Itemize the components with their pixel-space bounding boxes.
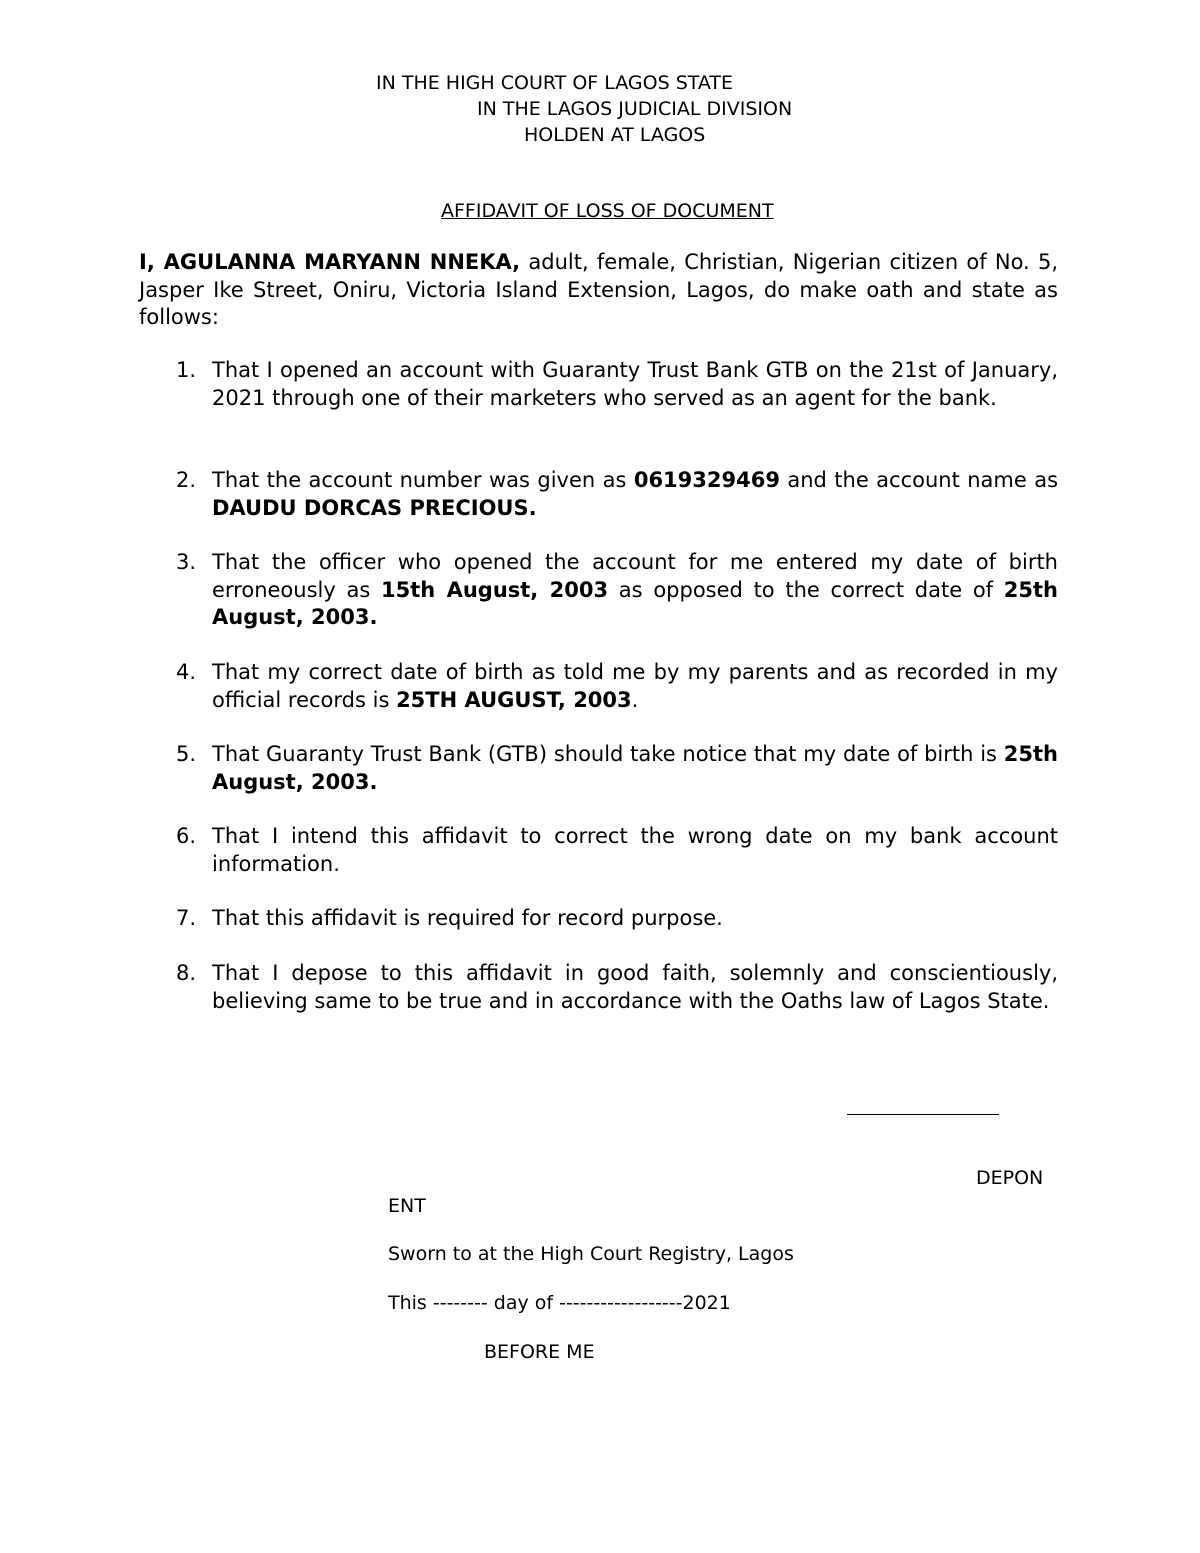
item-text: That this affidavit is required for record purpose. xyxy=(212,906,723,930)
item-text: That the officer who opened the account for me entered my date of birth erroneously as xyxy=(212,550,1058,602)
before-me-label: BEFORE ME xyxy=(484,1341,595,1363)
list-item xyxy=(212,741,1058,796)
item-number: 1. xyxy=(176,358,197,382)
item-number: 5. xyxy=(176,742,197,766)
intro-paragraph xyxy=(139,249,1058,332)
item-text: That my correct date of birth as told me by my parents and as recorded in my official records is xyxy=(212,660,1058,712)
list-item xyxy=(212,905,1058,933)
item-text: . xyxy=(631,687,639,712)
deponent-label: DEPON xyxy=(976,1167,1044,1189)
item-text: That I opened an account with Guaranty Trust Bank GTB on the 21st of January, 2021 through one of their marketers who served as an agent for the bank. xyxy=(212,358,1058,410)
sworn-statement: Sworn to at the High Court Registry, Lagos xyxy=(388,1243,794,1265)
deponent-name: I, AGULANNA MARYANN NNEKA, xyxy=(139,250,521,274)
correct-date: 25th August, 2003. xyxy=(212,742,1058,794)
item-text: and the account name as xyxy=(779,468,1059,492)
intro-text: adult, female, Christian, Nigerian citizen of No. 5, Jasper Ike Street, Oniru, Victoria Island Extension, Lagos, do make oath and state as follows: xyxy=(139,250,1059,329)
document-title: AFFIDAVIT OF LOSS OF DOCUMENT xyxy=(441,200,774,222)
item-text: That I depose to this affidavit in good faith, solemnly and conscientiously, believing same to be true and in accordance with the Oaths law of Lagos State. xyxy=(212,961,1058,1013)
item-number: 2. xyxy=(176,468,197,492)
list-item xyxy=(212,549,1058,632)
date-line: This -------- day of ------------------2021 xyxy=(388,1292,731,1314)
holden-heading: HOLDEN AT LAGOS xyxy=(524,124,706,146)
item-number: 4. xyxy=(176,660,197,684)
item-text: That Guaranty Trust Bank (GTB) should take notice that my date of birth is xyxy=(212,742,1004,766)
list-item xyxy=(212,960,1058,1015)
item-number: 8. xyxy=(176,961,197,985)
list-item xyxy=(212,823,1058,878)
division-heading: IN THE LAGOS JUDICIAL DIVISION xyxy=(477,98,793,120)
item-text: That I intend this affidavit to correct the wrong date on my bank account information. xyxy=(212,824,1058,876)
deponent-label-continued: ENT xyxy=(388,1195,426,1217)
list-item xyxy=(212,659,1058,714)
signature-line xyxy=(847,1114,999,1115)
list-item xyxy=(212,467,1058,522)
item-number: 6. xyxy=(176,824,197,848)
account-name: DAUDU DORCAS PRECIOUS. xyxy=(212,495,537,520)
item-number: 7. xyxy=(176,906,197,930)
court-heading: IN THE HIGH COURT OF LAGOS STATE xyxy=(376,72,734,94)
account-number: 0619329469 xyxy=(633,468,780,492)
list-item xyxy=(212,357,1058,412)
item-text: as opposed to the correct date of xyxy=(608,577,1004,602)
correct-date: 25th August, 2003. xyxy=(212,577,1059,629)
correct-date: 25TH AUGUST, 2003 xyxy=(396,687,632,712)
wrong-date: 15th August, 2003 xyxy=(381,577,609,602)
item-number: 3. xyxy=(176,550,197,574)
item-text: That the account number was given as xyxy=(212,468,634,492)
